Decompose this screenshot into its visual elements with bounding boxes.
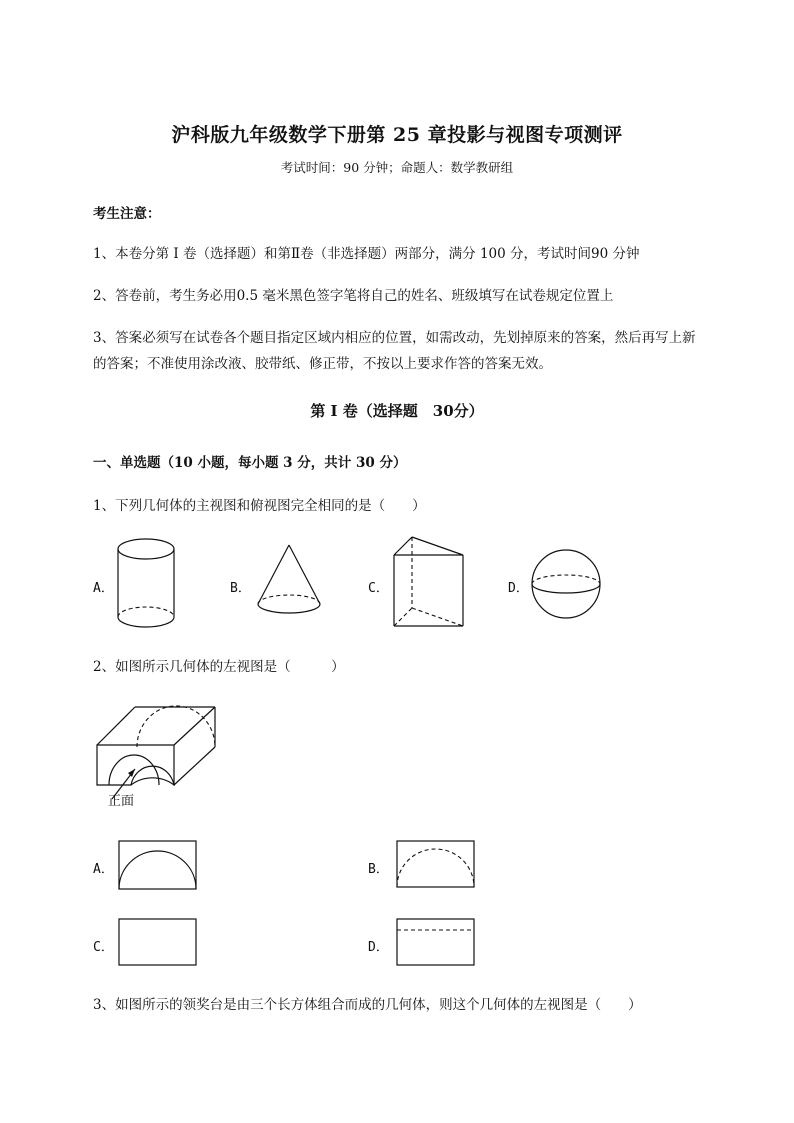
q2-option-d-figure <box>396 918 476 970</box>
q1-option-c[interactable]: C． <box>368 581 389 596</box>
q1-option-b[interactable]: B． <box>230 581 251 596</box>
question-3-text: 3、如图所示的领奖台是由三个长方体组合而成的几何体，则这个几何体的左视图是（ ） <box>93 997 642 1013</box>
section-title: 第 I 卷（选择题 30分） <box>310 402 484 420</box>
q2-option-b[interactable]: B． <box>368 862 389 877</box>
page-title: 沪科版九年级数学下册第 25 章投影与视图专项测评 <box>171 124 623 146</box>
question-2-text: 2、如图所示几何体的左视图是（ ） <box>93 659 345 675</box>
q2-option-c-figure <box>118 918 198 970</box>
cylinder-icon <box>110 535 190 635</box>
notice-item-1: 1、本卷分第 I 卷（选择题）和第Ⅱ卷（非选择题）两部分，满分 100 分，考试时间90 分钟 <box>93 246 640 262</box>
exam-info: 考试时间：90 分钟；命题人：数学教研组 <box>280 160 514 175</box>
q2-option-a[interactable]: A． <box>93 862 114 877</box>
q1-option-d[interactable]: D． <box>508 581 529 596</box>
q2-option-a-figure <box>118 840 198 892</box>
q2-option-c[interactable]: C． <box>93 940 114 955</box>
sphere-icon <box>530 545 610 625</box>
notice-item-2: 2、答卷前，考生务必用0.5 毫米黑色签字笔将自己的姓名、班级填写在试卷规定位置上 <box>93 288 614 304</box>
notice-item-3: 3、答案必须写在试卷各个题目指定区域内相应的位置，如需改动，先划掉原来的答案，然后再写上新 <box>93 330 696 346</box>
triangular-prism-icon <box>390 535 470 635</box>
part-heading: 一、单选题（10 小题，每小题 3 分，共计 30 分） <box>93 455 407 471</box>
question-1-text: 1、下列几何体的主视图和俯视图完全相同的是（ ） <box>93 498 426 514</box>
q2-option-d[interactable]: D． <box>368 940 389 955</box>
notice-item-3-cont: 的答案；不准使用涂改液、胶带纸、修正带，不按以上要求作答的答案无效。 <box>93 356 552 372</box>
front-view-label: 正面 <box>108 794 135 809</box>
notice-heading: 考生注意： <box>93 206 161 222</box>
cone-icon <box>255 540 335 620</box>
q1-option-a[interactable]: A． <box>93 581 114 596</box>
q2-option-b-figure <box>396 840 476 892</box>
